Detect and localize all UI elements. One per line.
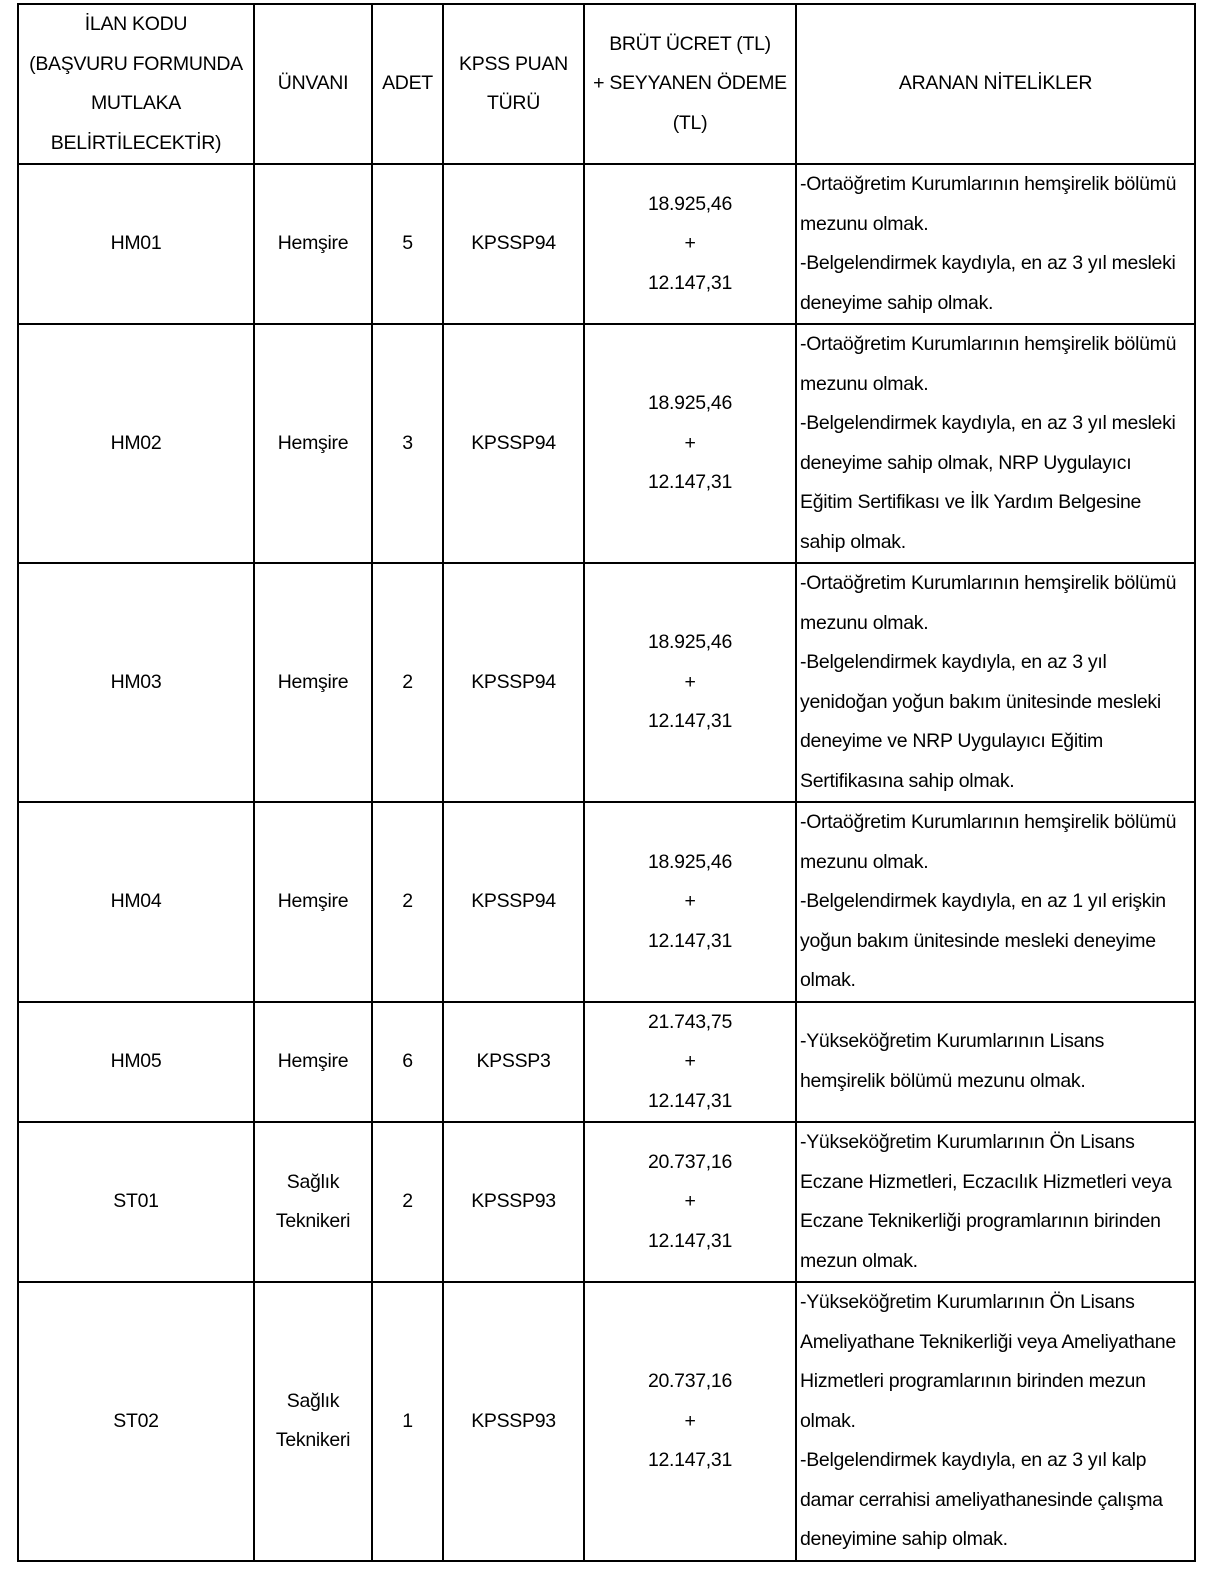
cell-kod: HM05 [18,1002,254,1123]
header-ucret [584,4,796,164]
cell-adet: 3 [372,324,443,563]
cell-ucret-line: 20.737,16 [647,1370,733,1392]
header-unvani: ÜNVANI [254,4,372,164]
cell-ucret-line: 20.737,16 [647,1150,733,1173]
cell-ucret-line: + [684,1050,696,1072]
header-adet: ADET [372,4,443,164]
cell-kpss: KPSSP94 [443,164,584,324]
cell-ucret [584,164,796,324]
cell-nitelikler [796,1002,1195,1123]
cell-unvan-line: Sağlık [286,1389,340,1412]
header-ilan-kodu [18,4,254,164]
cell-ucret-line: 12.147,31 [647,929,733,952]
cell-unvan [254,563,372,802]
cell-ucret-line: 12.147,31 [647,710,733,733]
cell-ucret-line: 12.147,31 [647,271,733,294]
header-ucret-line: BRÜT ÜCRET (TL) [609,32,771,55]
cell-unvan-line: Hemşire [277,1050,349,1072]
table-row [18,1282,1195,1561]
cell-ucret [584,1002,796,1123]
cell-ucret-line: 18.925,46 [647,631,733,654]
cell-ucret-line: 18.925,46 [647,192,733,215]
nitelik-line: mezunu olmak. [800,611,929,634]
nitelik-line: -Ortaöğretim Kurumlarının hemşirelik bölümü [800,811,1177,833]
cell-ucret [584,802,796,1002]
cell-unvan [254,802,372,1002]
cell-ucret-line: + [684,431,696,454]
nitelik-line: -Belgelendirmek kaydıyla, en az 3 yıl kalp [800,1449,1147,1471]
cell-unvan [254,1282,372,1561]
header-row [18,4,1195,164]
nitelik-line: deneyimine sahip olmak. [800,1528,1008,1550]
nitelik-line: -Yükseköğretim Kurumlarının Ön Lisans [800,1291,1135,1313]
cell-kpss: KPSSP93 [443,1122,584,1282]
cell-nitelikler [796,802,1195,1002]
cell-ucret-line: 12.147,31 [647,1449,733,1471]
cell-adet: 6 [372,1002,443,1123]
cell-unvan-line: Sağlık [286,1170,340,1193]
nitelik-line: -Belgelendirmek kaydıyla, en az 1 yıl erişkin [800,890,1166,912]
cell-kpss: KPSSP94 [443,324,584,563]
cell-unvan-line: Teknikeri [275,1429,351,1452]
nitelik-line: mezunu olmak. [800,212,929,235]
nitelik-line: -Belgelendirmek kaydıyla, en az 3 yıl mesleki [800,412,1176,434]
nitelik-line: Eczane Teknikerliği programlarının birinden [800,1210,1161,1232]
nitelik-line: Eğitim Sertifikası ve İlk Yardım Belgesine [800,491,1142,513]
cell-nitelikler [796,1282,1195,1561]
cell-unvan-line: Hemşire [277,890,349,912]
nitelik-line: deneyime sahip olmak, NRP Uygulayıcı [800,451,1132,474]
header-ucret-line: + SEYYANEN ÖDEME [593,72,787,95]
table-row [18,324,1195,563]
cell-ucret-line: + [684,232,696,255]
nitelik-line: yoğun bakım ünitesinde mesleki deneyime [800,929,1156,952]
nitelik-line: Sertifikasına sahip olmak. [800,769,1015,792]
cell-nitelikler [796,563,1195,802]
nitelik-line: deneyime ve NRP Uygulayıcı Eğitim [800,730,1103,752]
cell-ucret [584,324,796,563]
cell-kod: HM04 [18,802,254,1002]
nitelik-line: Ameliyathane Teknikerliği veya Ameliyathane [800,1330,1176,1353]
nitelik-line: olmak. [800,969,856,991]
nitelik-line: -Yükseköğretim Kurumlarının Lisans [800,1030,1105,1053]
header-ilan-kodu-line: İLAN KODU [84,13,188,35]
cell-unvan [254,164,372,324]
cell-kod: ST01 [18,1122,254,1282]
cell-ucret-line: 18.925,46 [647,850,733,873]
cell-kpss: KPSSP93 [443,1282,584,1561]
nitelik-line: -Belgelendirmek kaydıyla, en az 3 yıl mesleki [800,252,1176,274]
cell-ucret-line: 12.147,31 [647,1089,733,1112]
cell-kpss: KPSSP94 [443,563,584,802]
cell-nitelikler [796,324,1195,563]
cell-kpss: KPSSP94 [443,802,584,1002]
nitelik-line: -Yükseköğretim Kurumlarının Ön Lisans [800,1131,1135,1153]
cell-kod: ST02 [18,1282,254,1561]
cell-ucret [584,563,796,802]
cell-unvan-line: Hemşire [277,232,349,255]
cell-unvan [254,1122,372,1282]
table-row [18,802,1195,1002]
cell-adet: 2 [372,1122,443,1282]
nitelik-line: -Belgelendirmek kaydıyla, en az 3 yıl [800,651,1107,673]
table-row [18,164,1195,324]
cell-unvan-line: Hemşire [277,431,349,454]
cell-unvan [254,324,372,563]
cell-adet: 1 [372,1282,443,1561]
cell-unvan-line: Teknikeri [275,1210,351,1232]
cell-kod: HM02 [18,324,254,563]
header-kpss-line: KPSS PUAN [459,52,568,75]
cell-ucret-line: + [684,1409,696,1432]
header-ilan-kodu-line: MUTLAKA [90,92,181,114]
nitelik-line: mezun olmak. [800,1249,918,1272]
cell-kpss: KPSSP3 [443,1002,584,1123]
job-postings-table [17,3,1196,1562]
cell-ucret-line: 12.147,31 [647,1229,733,1252]
nitelik-line: yenidoğan yoğun bakım ünitesinde mesleki [800,690,1161,713]
nitelik-line: -Ortaöğretim Kurumlarının hemşirelik bölümü [800,173,1177,195]
cell-ucret-line: + [684,890,696,912]
nitelik-line: Eczane Hizmetleri, Eczacılık Hizmetleri veya [800,1170,1172,1193]
nitelik-line: damar cerrahisi ameliyathanesinde çalışma [800,1488,1163,1511]
header-ilan-kodu-line: (BAŞVURU FORMUNDA [29,52,243,75]
cell-kod: HM01 [18,164,254,324]
header-ilan-kodu-line: BELİRTİLECEKTİR) [50,131,222,154]
header-ucret-line: (TL) [672,111,708,134]
cell-ucret [584,1282,796,1561]
cell-adet: 2 [372,563,443,802]
header-kpss [443,4,584,164]
nitelik-line: hemşirelik bölümü mezunu olmak. [800,1069,1086,1092]
cell-nitelikler [796,164,1195,324]
cell-kod: HM03 [18,563,254,802]
cell-ucret-line: 18.925,46 [647,392,733,415]
cell-adet: 5 [372,164,443,324]
nitelik-line: -Ortaöğretim Kurumlarının hemşirelik bölümü [800,572,1177,594]
cell-nitelikler [796,1122,1195,1282]
table-row [18,1122,1195,1282]
header-kpss-line: TÜRÜ [487,92,540,114]
table-row [18,563,1195,802]
cell-unvan-line: Hemşire [277,670,349,693]
cell-ucret-line: 12.147,31 [647,471,733,494]
table-row [18,1002,1195,1123]
cell-ucret [584,1122,796,1282]
nitelik-line: Hizmetleri programlarının birinden mezun [800,1370,1146,1392]
cell-unvan [254,1002,372,1123]
cell-ucret-line: + [684,1190,696,1213]
cell-ucret-line: + [684,670,696,693]
nitelik-line: mezunu olmak. [800,372,929,395]
cell-adet: 2 [372,802,443,1002]
nitelik-line: deneyime sahip olmak. [800,291,994,314]
nitelik-line: sahip olmak. [800,530,906,553]
cell-ucret-line: 21.743,75 [647,1010,733,1033]
nitelik-line: olmak. [800,1409,856,1432]
nitelik-line: mezunu olmak. [800,850,929,873]
nitelik-line: -Ortaöğretim Kurumlarının hemşirelik bölümü [800,333,1177,355]
header-nitelikler: ARANAN NİTELİKLER [796,4,1195,164]
